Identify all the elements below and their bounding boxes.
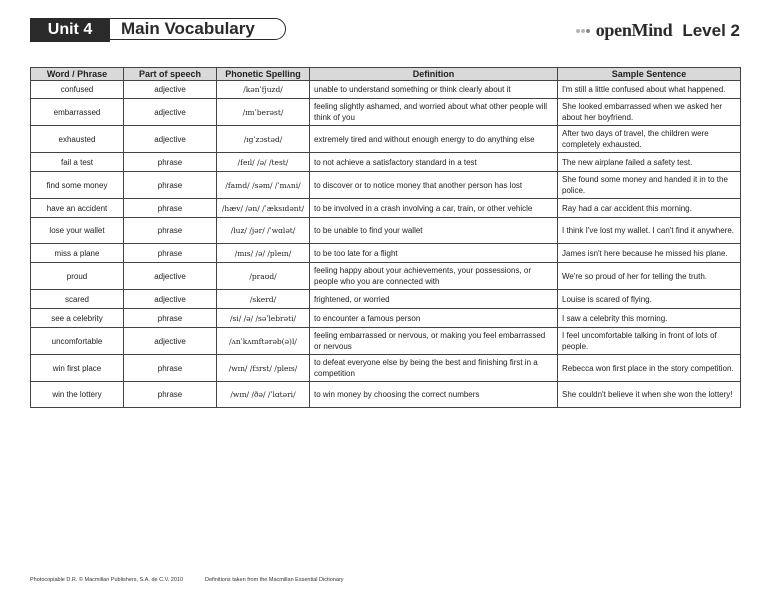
phonetic-cell: /feɪl/ /ə/ /test/	[217, 153, 310, 172]
table-row	[31, 355, 741, 382]
phonetic-cell: /wɪn/ /fɜrst/ /pleɪs/	[217, 355, 310, 382]
word-cell: win first place	[31, 355, 124, 382]
sentence-cell: I saw a celebrity this morning.	[558, 309, 741, 328]
header-part-of-speech: Part of speech	[124, 68, 217, 81]
table-row	[31, 81, 741, 99]
table-row	[31, 309, 741, 328]
definition-cell: to discover or to notice money that another person has lost	[310, 172, 558, 199]
pos-cell: adjective	[124, 263, 217, 290]
sentence-cell: I feel uncomfortable talking in front of lots of people.	[558, 328, 741, 355]
definition-cell: to be involved in a crash involving a car, train, or other vehicle	[310, 199, 558, 218]
pos-cell: phrase	[124, 244, 217, 263]
sentence-cell: She found some money and handed it in to the police.	[558, 172, 741, 199]
pos-cell: adjective	[124, 290, 217, 309]
definition-cell: feeling happy about your achievements, your possessions, or people who you are connected with	[310, 263, 558, 290]
word-cell: exhausted	[31, 126, 124, 153]
sentence-cell: We're so proud of her for telling the truth.	[558, 263, 741, 290]
pos-cell: adjective	[124, 99, 217, 126]
word-cell: uncomfortable	[31, 328, 124, 355]
page-title: Main Vocabulary	[106, 18, 286, 40]
word-cell: fail a test	[31, 153, 124, 172]
word-cell: miss a plane	[31, 244, 124, 263]
sentence-cell: I'm still a little confused about what happened.	[558, 81, 741, 99]
header-sample-sentence: Sample Sentence	[558, 68, 741, 81]
phonetic-cell: /hæv/ /ən/ /ˈæksɪdənt/	[217, 199, 310, 218]
word-cell: confused	[31, 81, 124, 99]
table-row	[31, 172, 741, 199]
sentence-cell: James isn't here because he missed his plane.	[558, 244, 741, 263]
source-footer: Definitions taken from the Macmillan Essential Dictionary	[205, 577, 344, 583]
definition-cell: to win money by choosing the correct numbers	[310, 382, 558, 408]
pos-cell: phrase	[124, 355, 217, 382]
table-row	[31, 328, 741, 355]
copyright-footer: Photocopiable D.R. © Macmillan Publishers, S.A. de C.V. 2010	[30, 577, 184, 583]
header-phonetic: Phonetic Spelling	[217, 68, 310, 81]
phonetic-cell: /kənˈfjuzd/	[217, 81, 310, 99]
word-cell: lose your wallet	[31, 218, 124, 244]
definition-cell: feeling slightly ashamed, and worried about what other people will think of you	[310, 99, 558, 126]
header-word: Word / Phrase	[31, 68, 124, 81]
phonetic-cell: /skerd/	[217, 290, 310, 309]
word-cell: embarrassed	[31, 99, 124, 126]
pos-cell: adjective	[124, 81, 217, 99]
definition-cell: extremely tired and without enough energy to do anything else	[310, 126, 558, 153]
phonetic-cell: /ɪmˈberəst/	[217, 99, 310, 126]
phonetic-cell: /luz/ /jər/ /ˈwɑlət/	[217, 218, 310, 244]
sentence-cell: Louise is scared of flying.	[558, 290, 741, 309]
phonetic-cell: /praʊd/	[217, 263, 310, 290]
pos-cell: phrase	[124, 199, 217, 218]
pos-cell: phrase	[124, 153, 217, 172]
definition-cell: to be unable to find your wallet	[310, 218, 558, 244]
sentence-cell: She looked embarrassed when we asked her about her boyfriend.	[558, 99, 741, 126]
word-cell: win the lottery	[31, 382, 124, 408]
table-row	[31, 218, 741, 244]
phonetic-cell: /si/ /ə/ /səˈlebrəti/	[217, 309, 310, 328]
pos-cell: phrase	[124, 218, 217, 244]
table-row	[31, 244, 741, 263]
sentence-cell: The new airplane failed a safety test.	[558, 153, 741, 172]
brand-dots-icon	[576, 29, 590, 33]
brand-logo	[576, 20, 740, 41]
sentence-cell: Rebecca won first place in the story competition.	[558, 355, 741, 382]
phonetic-cell: /ʌnˈkʌmftərəb(ə)l/	[217, 328, 310, 355]
word-cell: proud	[31, 263, 124, 290]
word-cell: scared	[31, 290, 124, 309]
phonetic-cell: /wɪn/ /ðə/ /ˈlɑtəri/	[217, 382, 310, 408]
table-row	[31, 99, 741, 126]
definition-cell: to defeat everyone else by being the best and finishing first in a competition	[310, 355, 558, 382]
sentence-cell: She couldn't believe it when she won the lottery!	[558, 382, 741, 408]
pos-cell: phrase	[124, 172, 217, 199]
sentence-cell: After two days of travel, the children were completely exhausted.	[558, 126, 741, 153]
phonetic-cell: /faɪnd/ /səm/ /ˈmʌni/	[217, 172, 310, 199]
table-header-row	[31, 68, 741, 81]
word-cell: find some money	[31, 172, 124, 199]
unit-badge: Unit 4	[30, 18, 110, 42]
definition-cell: feeling embarrassed or nervous, or making you feel embarrassed or nervous	[310, 328, 558, 355]
header-definition: Definition	[310, 68, 558, 81]
phonetic-cell: /mɪs/ /ə/ /pleɪn/	[217, 244, 310, 263]
pos-cell: adjective	[124, 126, 217, 153]
vocabulary-table	[30, 67, 741, 408]
pos-cell: phrase	[124, 382, 217, 408]
definition-cell: to be too late for a flight	[310, 244, 558, 263]
definition-cell: to not achieve a satisfactory standard in a test	[310, 153, 558, 172]
sentence-cell: Ray had a car accident this morning.	[558, 199, 741, 218]
phonetic-cell: /ɪgˈzɔstəd/	[217, 126, 310, 153]
page-header	[30, 16, 740, 44]
definition-cell: to encounter a famous person	[310, 309, 558, 328]
level-label: Level 2	[682, 20, 740, 40]
definition-cell: frightened, or worried	[310, 290, 558, 309]
table-row	[31, 263, 741, 290]
brand-name: openMind	[595, 20, 673, 40]
table-row	[31, 382, 741, 408]
word-cell: have an accident	[31, 199, 124, 218]
definition-cell: unable to understand something or think clearly about it	[310, 81, 558, 99]
pos-cell: phrase	[124, 309, 217, 328]
table-row	[31, 126, 741, 153]
table-row	[31, 153, 741, 172]
pos-cell: adjective	[124, 328, 217, 355]
table-row	[31, 290, 741, 309]
sentence-cell: I think I've lost my wallet. I can't find it anywhere.	[558, 218, 741, 244]
table-row	[31, 199, 741, 218]
word-cell: see a celebrity	[31, 309, 124, 328]
